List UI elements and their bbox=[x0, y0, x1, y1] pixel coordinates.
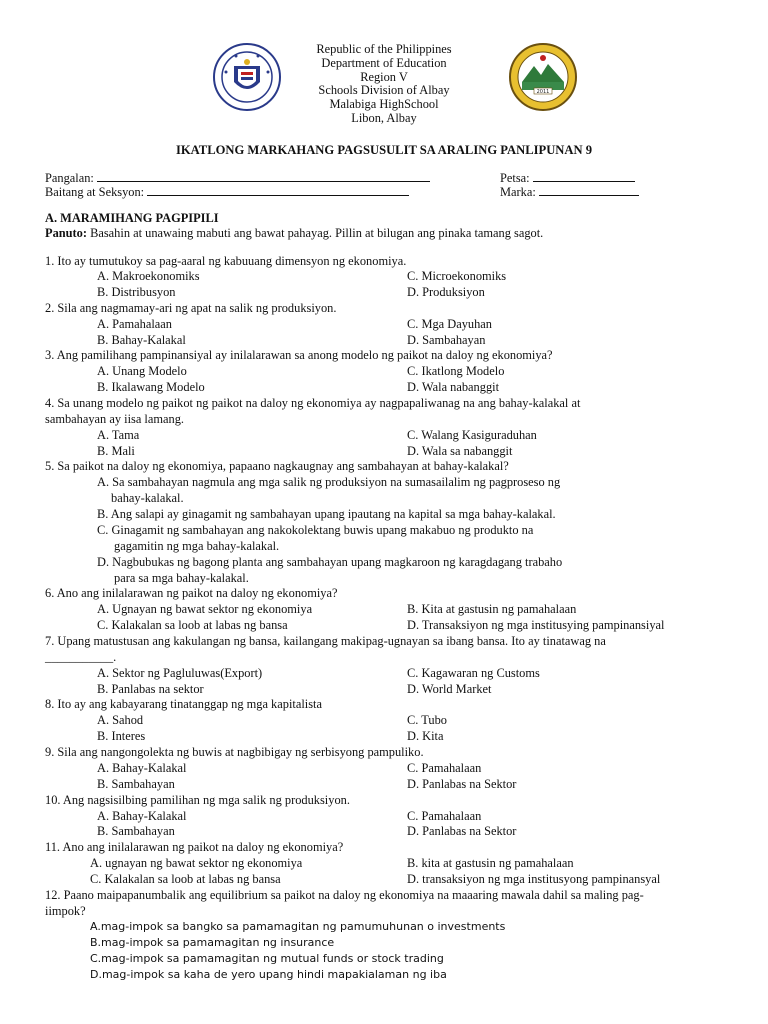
q3-choice-d[interactable]: D. Wala nabanggit bbox=[407, 380, 500, 394]
q1-choice-d[interactable]: D. Produksiyon bbox=[407, 285, 485, 299]
q12-choice-d[interactable]: D.mag-impok sa kaha de yero upang hindi mapakialaman ng iba bbox=[90, 968, 447, 981]
q4-choice-d[interactable]: D. Wala sa nabanggit bbox=[407, 444, 513, 458]
question-11: 11. Ano ang inilalarawan ng paikot na daloy ng ekonomiya? bbox=[45, 840, 344, 854]
q2-choice-a[interactable]: A. Pamahalaan bbox=[97, 317, 173, 331]
question-8: 8. Ito ay ang kabayarang tinatanggap ng mga kapitalista bbox=[45, 697, 322, 711]
header-line-school: Malabiga HighSchool bbox=[329, 97, 439, 112]
date-input-line[interactable] bbox=[533, 170, 635, 182]
q5-choice-c-cont: gagamitin ng mga bahay-kalakal. bbox=[114, 539, 280, 553]
score-label: Marka: bbox=[500, 185, 536, 199]
instructions-label: Panuto: bbox=[45, 226, 87, 240]
q9-choice-c[interactable]: C. Pamahalaan bbox=[407, 761, 482, 775]
q3-choice-a[interactable]: A. Unang Modelo bbox=[97, 364, 187, 378]
q5-choice-c[interactable]: C. Ginagamit ng sambahayan ang nakokolektang buwis upang makabuo ng produkto na bbox=[97, 523, 534, 537]
q3-choice-c[interactable]: C. Ikatlong Modelo bbox=[407, 364, 505, 378]
q1-choice-b[interactable]: B. Distribusyon bbox=[97, 285, 176, 299]
q4-choice-a[interactable]: A. Tama bbox=[97, 428, 140, 442]
q5-choice-a-cont: bahay-kalakal. bbox=[111, 491, 184, 505]
q8-choice-a[interactable]: A. Sahod bbox=[97, 713, 144, 727]
q7-choice-c[interactable]: C. Kagawaran ng Customs bbox=[407, 666, 540, 680]
q12-choice-b[interactable]: B.mag-impok sa pamamagitan ng insurance bbox=[90, 936, 335, 949]
question-9: 9. Sila ang nangongolekta ng buwis at nagbibigay ng serbisyong pampuliko. bbox=[45, 745, 424, 759]
header-line-location: Libon, Albay bbox=[351, 110, 417, 125]
q8-choice-b[interactable]: B. Interes bbox=[97, 729, 146, 743]
question-12: 12. Paano maipapanumbalik ang equilibrium sa paikot na daloy ng ekonomiya na maaaring mawala dahil sa maling pag- bbox=[45, 888, 644, 902]
q5-choice-d[interactable]: D. Nagbubukas ng bagong planta ang sambahayan upang magkaroon ng karagdagang trabaho bbox=[97, 555, 563, 569]
question-5: 5. Sa paikot na daloy ng ekonomiya, papaano nagkaugnay ang sambahayan at bahay-kalakal? bbox=[45, 459, 509, 473]
q10-choice-d[interactable]: D. Panlabas na Sektor bbox=[407, 824, 517, 838]
instructions bbox=[45, 225, 543, 241]
q1-choice-c[interactable]: C. Microekonomiks bbox=[407, 269, 507, 283]
q4-choice-c[interactable]: C. Walang Kasiguraduhan bbox=[407, 428, 537, 442]
q7-choice-b[interactable]: B. Panlabas na sektor bbox=[97, 682, 204, 696]
question-4-cont: sambahayan ay iisa lamang. bbox=[45, 412, 185, 426]
grade-label: Baitang at Seksyon: bbox=[45, 185, 145, 199]
section-title: A. MARAMIHANG PAGPIPILI bbox=[45, 211, 219, 225]
question-4: 4. Sa unang modelo ng paikot ng paikot na daloy ng ekonomiya ay nagpapaliwanag na ang bahay-kalakal at bbox=[45, 396, 581, 410]
q8-choice-c[interactable]: C. Tubo bbox=[407, 713, 447, 727]
q5-choice-a[interactable]: A. Sa sambahayan nagmula ang mga salik ng produksiyon na sumasailalim ng pagproseso ng bbox=[97, 475, 561, 489]
date-label: Petsa: bbox=[500, 171, 530, 185]
header-line-region: Region V bbox=[360, 69, 408, 84]
q10-choice-a[interactable]: A. Bahay-Kalakal bbox=[97, 809, 187, 823]
q12-choice-a[interactable]: A.mag-impok sa bangko sa pamamagitan ng pamumuhunan o investments bbox=[90, 920, 506, 933]
q9-choice-d[interactable]: D. Panlabas na Sektor bbox=[407, 777, 517, 791]
q8-choice-d[interactable]: D. Kita bbox=[407, 729, 444, 743]
q2-choice-c[interactable]: C. Mga Dayuhan bbox=[407, 317, 492, 331]
question-1: 1. Ito ay tumutukoy sa pag-aaral ng kabuuang dimensyon ng ekonomiya. bbox=[45, 254, 407, 268]
exam-title: IKATLONG MARKAHANG PAGSUSULIT SA ARALING PANLIPUNAN 9 bbox=[175, 143, 593, 157]
question-3: 3. Ang pamilihang pampinansiyal ay inilalarawan sa anong modelo ng paikot na daloy ng ekonomiya? bbox=[45, 348, 553, 362]
score-input-line[interactable] bbox=[539, 184, 639, 196]
q6-choice-d[interactable]: D. Transaksiyon ng mga institusying pampinansiyal bbox=[407, 618, 665, 632]
school-header bbox=[0, 43, 768, 126]
grade-field-row bbox=[45, 184, 409, 200]
header-line-deped: Department of Education bbox=[321, 55, 447, 70]
q11-choice-a[interactable]: A. ugnayan ng bawat sektor ng ekonomiya bbox=[90, 856, 303, 870]
question-7-blank: ___________. bbox=[45, 650, 117, 664]
q3-choice-b[interactable]: B. Ikalawang Modelo bbox=[97, 380, 205, 394]
question-12-cont: iimpok? bbox=[45, 904, 86, 918]
q10-choice-b[interactable]: B. Sambahayan bbox=[97, 824, 175, 838]
q9-choice-b[interactable]: B. Sambahayan bbox=[97, 777, 175, 791]
name-label: Pangalan: bbox=[45, 171, 94, 185]
q10-choice-c[interactable]: C. Pamahalaan bbox=[407, 809, 482, 823]
q4-choice-b[interactable]: B. Mali bbox=[97, 444, 135, 458]
question-7: 7. Upang matustusan ang kakulangan ng bansa, kailangang makipag-ugnayan sa ibang bansa. Ito ay tinatawag na bbox=[45, 634, 606, 648]
svg-text:2011: 2011 bbox=[536, 89, 550, 95]
q6-choice-a[interactable]: A. Ugnayan ng bawat sektor ng ekonomiya bbox=[97, 602, 313, 616]
question-10: 10. Ang nagsisilbing pamilihan ng mga salik ng produksiyon. bbox=[45, 793, 350, 807]
q5-choice-b[interactable]: B. Ang salapi ay ginagamit ng sambahayan upang ipautang na kapital sa mga bahay-kalakal. bbox=[97, 507, 556, 521]
question-6: 6. Ano ang inilalarawan ng paikot na daloy ng ekonomiya? bbox=[45, 586, 338, 600]
q2-choice-b[interactable]: B. Bahay-Kalakal bbox=[97, 333, 186, 347]
q5-choice-d-cont: para sa mga bahay-kalakal. bbox=[114, 571, 249, 585]
q7-choice-d[interactable]: D. World Market bbox=[407, 682, 492, 696]
header-line-republic: Republic of the Philippines bbox=[316, 42, 452, 56]
q12-choice-c[interactable]: C.mag-impok sa pamamagitan ng mutual funds or stock trading bbox=[90, 952, 444, 965]
question-2: 2. Sila ang nagmamay-ari ng apat na salik ng produksiyon. bbox=[45, 301, 337, 315]
score-field-row bbox=[500, 184, 639, 200]
q7-choice-a[interactable]: A. Sektor ng Pagluluwas(Export) bbox=[97, 666, 263, 680]
header-line-division: Schools Division of Albay bbox=[318, 83, 450, 98]
instructions-text: Basahin at unawaing mabuti ang bawat pahayag. Pillin at bilugan ang pinaka tamang sagot. bbox=[87, 226, 544, 240]
name-input-line[interactable] bbox=[97, 170, 430, 182]
q11-choice-c[interactable]: C. Kalakalan sa loob at labas ng bansa bbox=[90, 872, 281, 886]
q9-choice-a[interactable]: A. Bahay-Kalakal bbox=[97, 761, 187, 775]
q11-choice-d[interactable]: D. transaksiyon ng mga institusyong pampinansyal bbox=[407, 872, 661, 886]
grade-input-line[interactable] bbox=[147, 184, 409, 196]
q2-choice-d[interactable]: D. Sambahayan bbox=[407, 333, 486, 347]
q11-choice-b[interactable]: B. kita at gastusin ng pamahalaan bbox=[407, 856, 574, 870]
q6-choice-b[interactable]: B. Kita at gastusin ng pamahalaan bbox=[407, 602, 577, 616]
q1-choice-a[interactable]: A. Makroekonomiks bbox=[97, 269, 200, 283]
q6-choice-c[interactable]: C. Kalakalan sa loob at labas ng bansa bbox=[97, 618, 288, 632]
